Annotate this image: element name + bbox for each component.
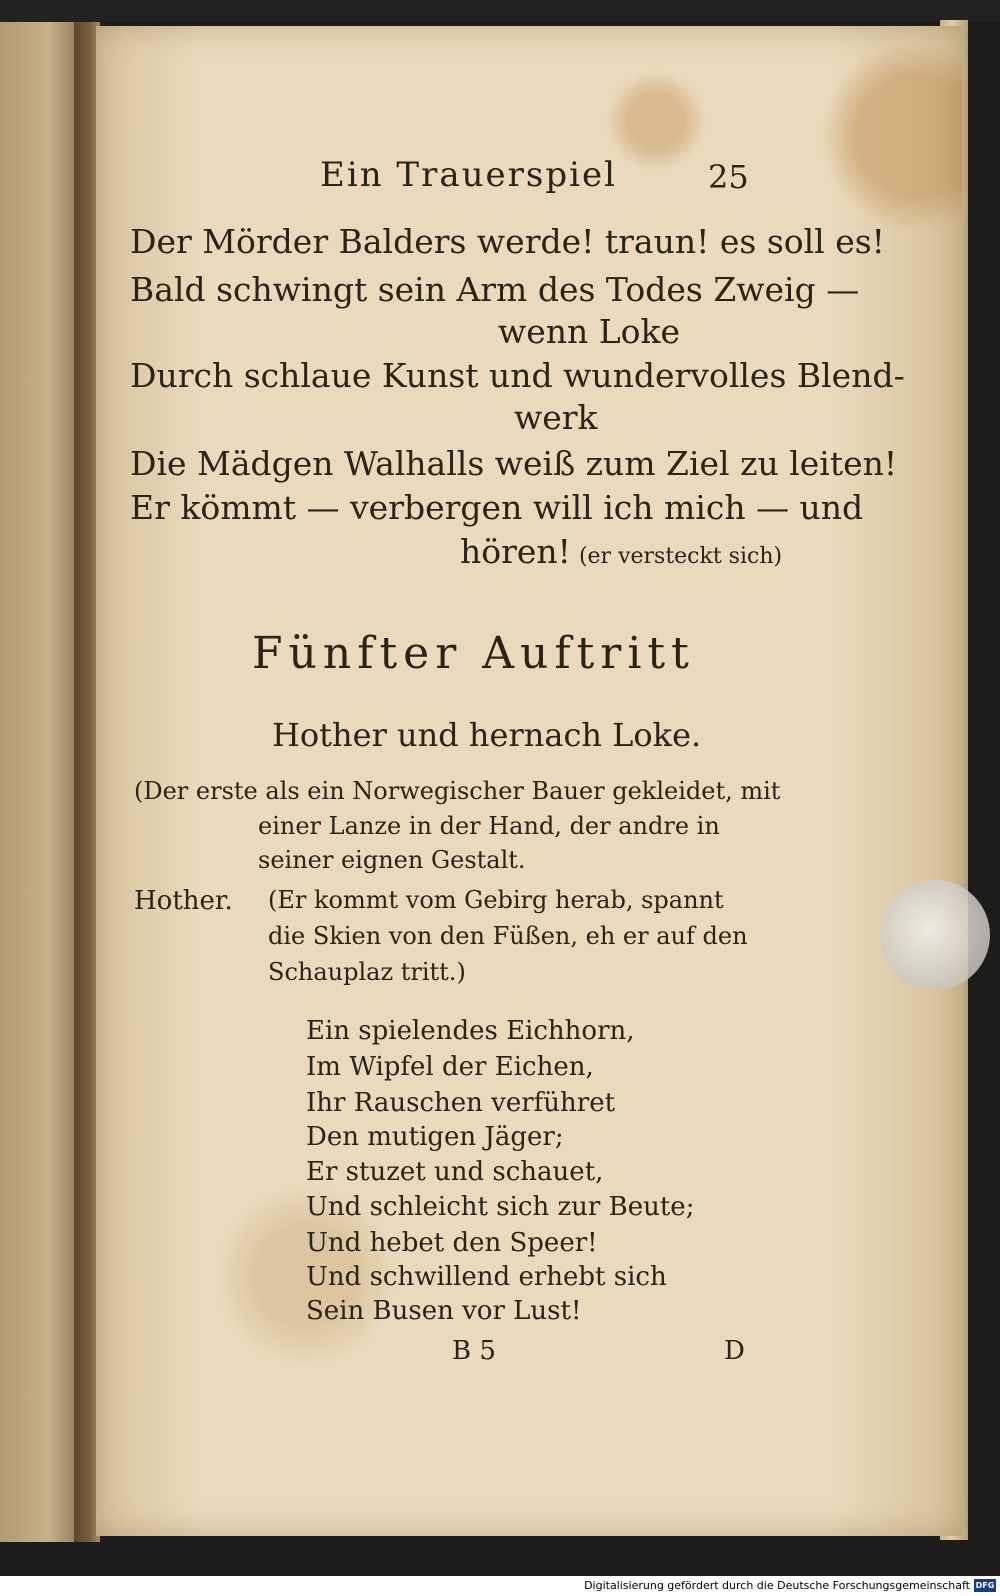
stage-direction-line: seiner eignen Gestalt. — [258, 846, 526, 874]
speech-direction-line: Schauplaz tritt.) — [268, 958, 466, 986]
song-line: Und schleicht sich zur Beute; — [306, 1192, 695, 1222]
verse-line: hören! — [460, 532, 571, 571]
verse-line: Die Mädgen Walhalls weiß zum Ziel zu leiten! — [130, 444, 898, 483]
signature-mark: B 5 — [452, 1336, 496, 1366]
verse-line: Er kömmt — verbergen will ich mich — und — [130, 488, 864, 527]
song-line: Im Wipfel der Eichen, — [306, 1052, 594, 1082]
song-line: Und schwillend erhebt sich — [306, 1262, 667, 1292]
verse-line-with-aside — [460, 532, 782, 571]
speech-direction-line: die Skien von den Füßen, eh er auf den — [268, 922, 748, 950]
song-line: Er stuzet und schauet, — [306, 1157, 604, 1187]
dfg-logo: DFG — [975, 1581, 995, 1590]
running-title: Ein Trauerspiel — [320, 155, 617, 195]
verse-line: Bald schwingt sein Arm des Todes Zweig — — [130, 270, 860, 309]
song-line: Den mutigen Jäger; — [306, 1122, 564, 1152]
song-line: Und hebet den Speer! — [306, 1228, 598, 1258]
speech-direction-line: (Er kommt vom Gebirg herab, spannt — [268, 886, 724, 914]
catchword: D — [724, 1336, 745, 1366]
song-line: Ein spielendes Eichhorn, — [306, 1016, 635, 1046]
verse-line: Der Mörder Balders werde! traun! es soll es! — [130, 222, 885, 261]
verse-line: wenn Loke — [498, 312, 681, 351]
stage-direction-line: (Der erste als ein Norwegischer Bauer gekleidet, mit — [134, 777, 781, 805]
funding-credit: Digitalisierung gefördert durch die Deutsche Forschungsgemeinschaft — [584, 1579, 970, 1592]
speaker-name: Hother. — [134, 886, 233, 916]
digitization-credit-bar — [0, 1576, 1000, 1596]
glass-page-weight — [880, 880, 990, 990]
stage-direction-line: einer Lanze in der Hand, der andre in — [258, 812, 720, 840]
page-number: 25 — [708, 158, 749, 196]
left-page-edge — [0, 22, 82, 1542]
scan-top-border — [0, 0, 1000, 22]
verse-line: Durch schlaue Kunst und wundervolles Blend- — [130, 356, 905, 395]
song-line: Sein Busen vor Lust! — [306, 1296, 582, 1326]
scene-persons: Hother und hernach Loke. — [272, 716, 702, 754]
scene-heading: Fünfter Auftritt — [252, 628, 695, 679]
song-line: Ihr Rauschen verführet — [306, 1088, 616, 1118]
verse-line: werk — [514, 398, 598, 437]
stage-aside: (er versteckt sich) — [578, 544, 783, 569]
